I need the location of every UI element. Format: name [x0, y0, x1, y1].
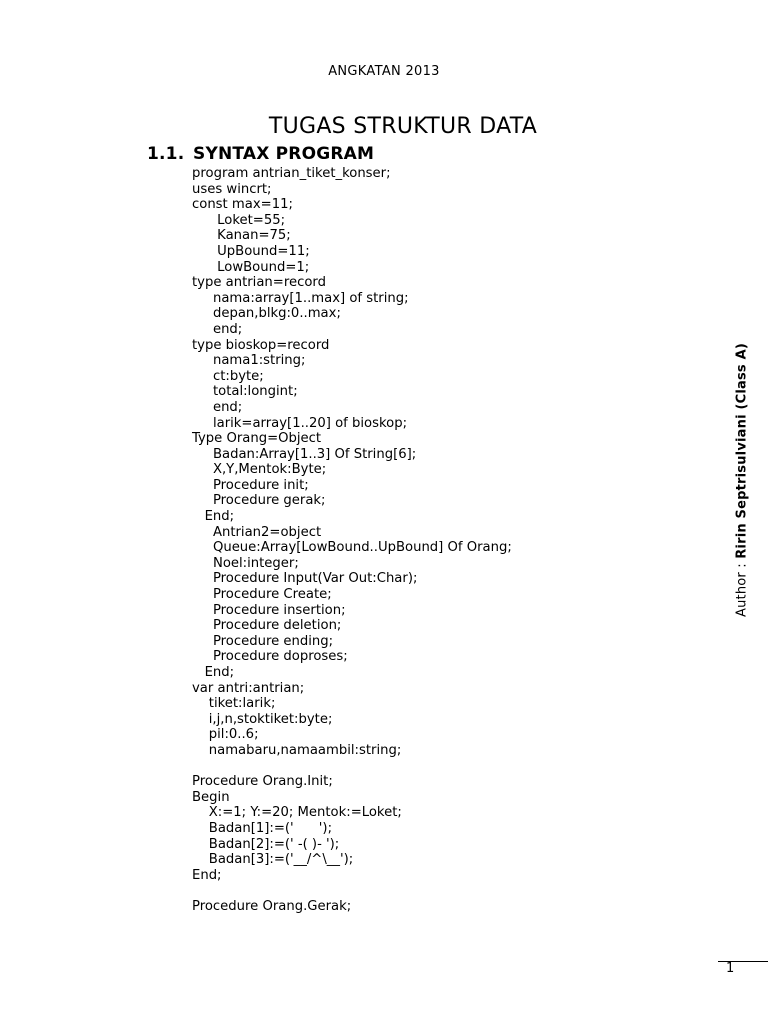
code-line: X:=1; Y:=20; Mentok:=Loket; [192, 805, 402, 821]
code-line: X,Y,Mentok:Byte; [192, 462, 327, 478]
author-name: Ririn Septrisulviani (Class A) [734, 342, 750, 559]
author-prefix: Author : [734, 558, 750, 618]
code-line: Procedure init; [192, 477, 309, 493]
code-line: nama1:string; [192, 353, 306, 369]
code-line: type antrian=record [192, 275, 326, 291]
code-line: ct:byte; [192, 368, 264, 384]
code-line: Procedure ending; [192, 633, 334, 649]
section-heading [147, 144, 374, 164]
code-line: Procedure Orang.Init; [192, 774, 333, 790]
code-line: namabaru,namaambil:string; [192, 742, 402, 758]
code-line: UpBound=11; [192, 243, 310, 259]
code-line: Kanan=75; [192, 228, 291, 244]
code-line: var antri:antrian; [192, 680, 305, 696]
code-line: Noel:integer; [192, 555, 299, 571]
code-line: Begin [192, 789, 230, 805]
code-line: Procedure insertion; [192, 602, 346, 618]
code-line: Procedure Input(Var Out:Char); [192, 571, 418, 587]
code-line: End; [192, 509, 235, 525]
code-line: Procedure Create; [192, 587, 332, 603]
code-line: nama:array[1..max] of string; [192, 290, 409, 306]
code-line: Procedure gerak; [192, 493, 326, 509]
code-line: program antrian_tiket_konser; [192, 166, 391, 181]
section-title: SYNTAX PROGRAM [193, 144, 375, 164]
code-line: type bioskop=record [192, 337, 330, 353]
code-line [192, 759, 512, 775]
code-line: Queue:Array[LowBound..UpBound] Of Orang; [192, 540, 512, 556]
code-line: Procedure deletion; [192, 618, 342, 634]
code-line: Procedure Orang.Gerak; [192, 898, 352, 914]
code-line: Badan[2]:=(' -( )- '); [192, 836, 340, 852]
code-line: Badan[1]:=(' '); [192, 820, 333, 836]
code-line: pil:0..6; [192, 727, 259, 743]
code-line: Loket=55; [192, 212, 286, 228]
code-line [192, 883, 512, 899]
code-line: Badan[3]:=('__/^\__'); [192, 852, 354, 868]
author-sidebar [735, 343, 750, 617]
code-line: Antrian2=object [192, 524, 322, 540]
code-line: const max=11; [192, 197, 293, 213]
code-line: end; [192, 321, 243, 337]
document-title: TUGAS STRUKTUR DATA [268, 114, 538, 139]
code-line: Procedure doproses; [192, 649, 348, 665]
code-line: depan,blkg:0..max; [192, 306, 341, 322]
code-line: Type Orang=Object [192, 431, 322, 447]
page-number: 1 [726, 961, 735, 976]
code-line: End; [192, 867, 222, 883]
code-line: total:longint; [192, 384, 298, 400]
code-listing [192, 166, 512, 915]
code-line: larik=array[1..20] of bioskop; [192, 415, 408, 431]
section-number: 1.1. [147, 144, 185, 164]
code-line: LowBound=1; [192, 259, 310, 275]
code-line: i,j,n,stoktiket:byte; [192, 711, 333, 727]
code-line: end; [192, 399, 243, 415]
code-line: uses wincrt; [192, 181, 272, 197]
code-line: tiket:larik; [192, 696, 276, 712]
code-line: Badan:Array[1..3] Of String[6]; [192, 446, 417, 462]
running-header: ANGKATAN 2013 [328, 64, 440, 79]
code-line: End; [192, 665, 235, 680]
